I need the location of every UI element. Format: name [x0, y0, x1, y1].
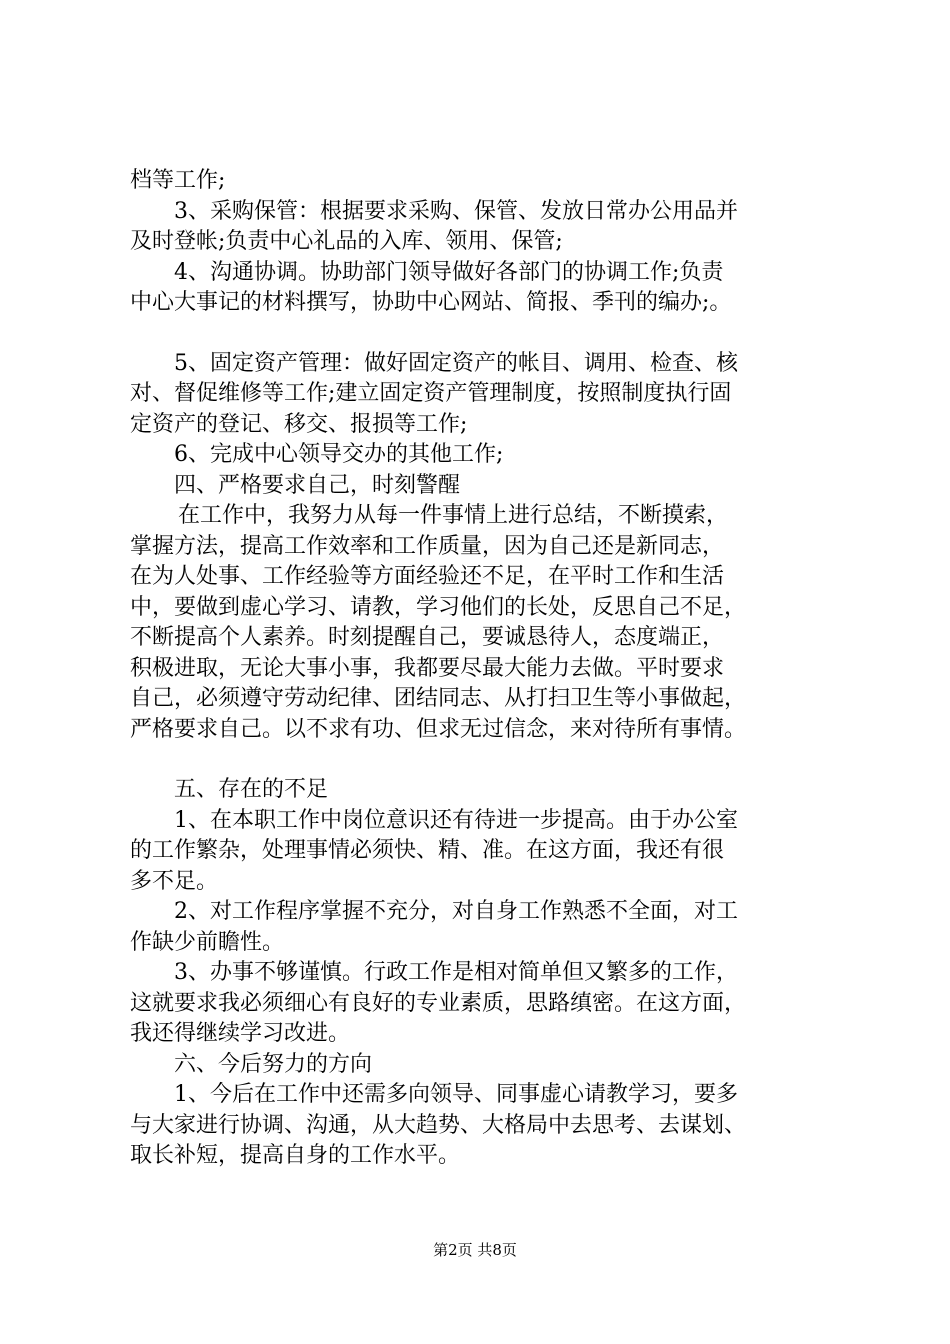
body-text	[130, 166, 830, 1172]
text-line: 2、对工作程序掌握不充分，对自身工作熟悉不全面，对工	[174, 899, 738, 924]
text-line: 作缺少前瞻性。	[130, 929, 285, 955]
text-line: 中心大事记的材料撰写，协助中心网站、简报、季刊的编办;。	[130, 290, 732, 315]
text-line: 多不足。	[130, 868, 219, 894]
text-line: 4、沟通协调。协助部门领导做好各部门的协调工作;负责	[174, 259, 724, 285]
text-line: 6、完成中心领导交办的其他工作;	[174, 442, 504, 467]
text-line: 我还得继续学习改进。	[130, 1021, 351, 1046]
text-line: 中，要做到虚心学习、请教，学习他们的长处，反思自己不足，	[130, 594, 747, 620]
text-line: 五、存在的不足	[174, 777, 329, 802]
text-line: 档等工作;	[130, 168, 226, 193]
text-line: 在为人处事、工作经验等方面经验还不足，在平时工作和生活	[130, 564, 725, 589]
text-line: 掌握方法，提高工作效率和工作质量，因为自己还是新同志，	[130, 533, 725, 559]
page-footer: 第2页 共8页	[433, 1241, 517, 1259]
paragraph-gap	[130, 745, 830, 775]
text-line: 3、采购保管：根据要求采购、保管、发放日常办公用品并	[174, 198, 738, 224]
text-line: 定资产的登记、移交、报损等工作;	[130, 411, 468, 437]
text-line: 在工作中，我努力从每一件事情上进行总结，不断摸索，	[178, 503, 729, 528]
text-line: 5、固定资产管理：做好固定资产的帐目、调用、检查、核	[174, 350, 738, 376]
text-line: 与大家进行协调、沟通，从大趋势、大格局中去思考、去谋划、	[130, 1112, 747, 1138]
text-line: 积极进取，无论大事小事，我都要尽最大能力去做。平时要求	[130, 655, 725, 681]
text-line: 对、督促维修等工作;建立固定资产管理制度，按照制度执行固	[130, 381, 732, 406]
text-line: 取长补短，提高自身的工作水平。	[130, 1143, 461, 1168]
text-line: 的工作繁杂，处理事情必须快、精、准。在这方面，我还有很	[130, 838, 725, 863]
text-line: 六、今后努力的方向	[174, 1051, 373, 1077]
paragraph-gap	[130, 319, 830, 349]
text-line: 严格要求自己。以不求有功、但求无过信念，来对待所有事情。	[130, 716, 747, 742]
text-line: 1、在本职工作中岗位意识还有待进一步提高。由于办公室	[174, 807, 738, 833]
text-line: 及时登帐;负责中心礼品的入库、领用、保管;	[130, 229, 563, 254]
text-line: 这就要求我必须细心有良好的专业素质，思路缜密。在这方面，	[130, 990, 747, 1016]
text-line: 1、今后在工作中还需多向领导、同事虚心请教学习，要多	[174, 1082, 738, 1107]
text-line: 四、严格要求自己，时刻警醒	[174, 472, 461, 498]
text-line: 自己，必须遵守劳动纪律、团结同志、从打扫卫生等小事做起，	[130, 686, 747, 711]
text-line: 3、办事不够谨慎。行政工作是相对简单但又繁多的工作，	[174, 960, 738, 985]
text-line: 不断提高个人素养。时刻提醒自己，要诚恳待人，态度端正，	[130, 625, 725, 650]
